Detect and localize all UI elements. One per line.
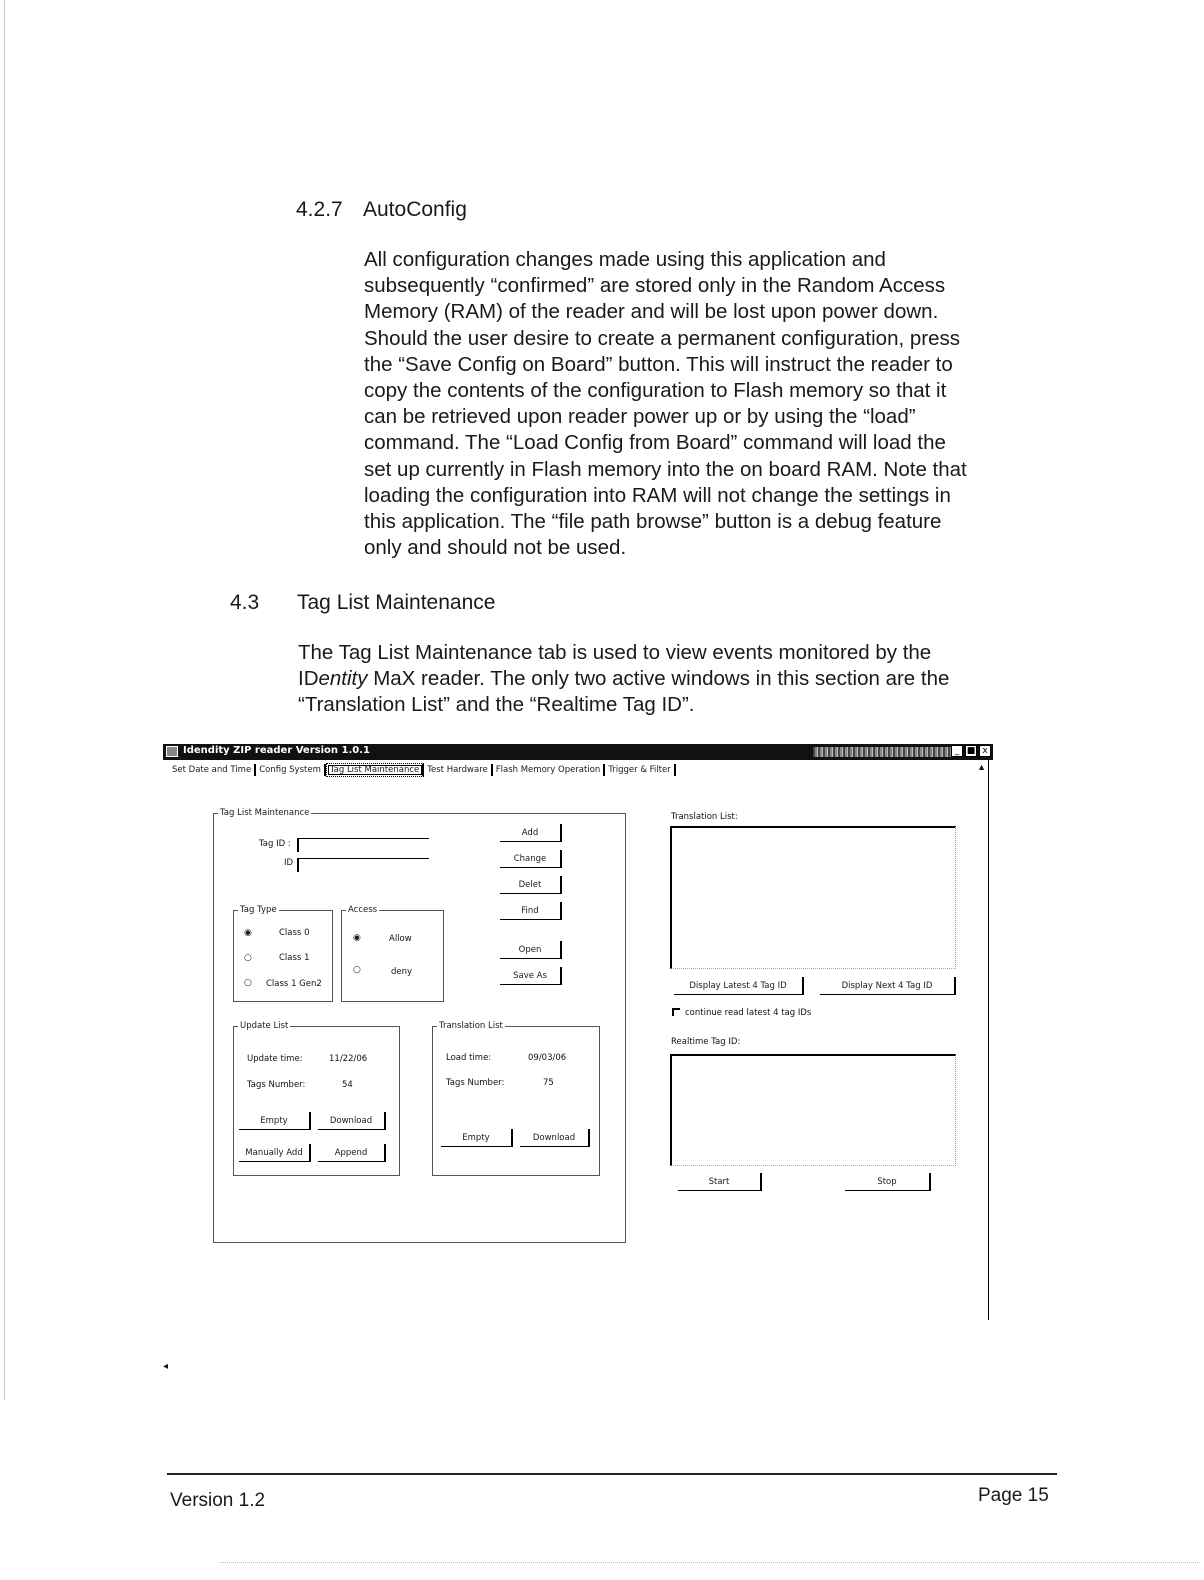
display-latest-button[interactable]: Display Latest 4 Tag ID <box>674 977 804 995</box>
access-label: Access <box>348 905 378 915</box>
maximize-icon[interactable]: ■ <box>966 746 976 756</box>
tag-type-label: Tag Type <box>240 905 277 915</box>
scan-edge <box>4 0 5 1400</box>
section-427-line: Memory (RAM) of the reader and will be lost upon power down. <box>364 300 939 324</box>
window-title: Idendity ZIP reader Version 1.0.1 <box>183 745 370 756</box>
brand-italic: entity <box>318 667 368 691</box>
section-427-line: command. The “Load Config from Board” command will load the <box>364 431 946 455</box>
tab-flash-memory[interactable]: Flash Memory Operation <box>493 764 606 776</box>
radio-deny[interactable]: ○ <box>353 965 361 975</box>
tag-id-input[interactable] <box>297 838 429 852</box>
tab-config-system[interactable]: Config System <box>256 764 326 776</box>
open-button[interactable]: Open <box>500 941 562 959</box>
translation-list-label: Translation List: <box>671 812 738 822</box>
footer-page-number: Page 15 <box>978 1485 1049 1506</box>
translation-group-label: Translation List <box>439 1021 503 1031</box>
tab-tag-list-maintenance[interactable]: Tag List Maintenance <box>326 763 424 777</box>
section-427-line: this application. The “file path browse” button is a debug feature <box>364 510 942 534</box>
update-list-label: Update List <box>240 1021 289 1031</box>
update-tags-number-label: Tags Number: <box>247 1080 306 1090</box>
radio-class1-gen2[interactable]: ○ <box>244 978 252 988</box>
title-bar <box>163 744 993 760</box>
id-label: ID <box>284 858 294 868</box>
section-427-line: can be retrieved upon reader power up or by using the “load” <box>364 405 916 429</box>
app-window <box>163 744 993 1372</box>
continue-read-label: continue read latest 4 tag IDs <box>685 1008 812 1018</box>
update-empty-button[interactable]: Empty <box>239 1112 311 1130</box>
section-427-title: AutoConfig <box>363 198 467 221</box>
translation-list-group <box>432 1021 600 1176</box>
footer-version: Version 1.2 <box>170 1490 266 1511</box>
section-43-title: Tag List Maintenance <box>297 591 496 614</box>
load-time-value: 09/03/06 <box>528 1053 567 1063</box>
class0-label: Class 0 <box>279 928 310 938</box>
translation-download-button[interactable]: Download <box>520 1129 590 1147</box>
allow-label: Allow <box>389 934 412 944</box>
section-427-number: 4.2.7 <box>296 198 343 221</box>
continue-read-checkbox[interactable] <box>672 1008 680 1016</box>
update-tags-number-value: 54 <box>342 1080 353 1090</box>
load-time-label: Load time: <box>446 1053 492 1063</box>
section-43-line-3: “Translation List” and the “Realtime Tag ID”. <box>298 693 695 717</box>
add-button[interactable]: Add <box>500 824 562 842</box>
section-43-paragraph <box>298 640 949 719</box>
append-button[interactable]: Append <box>318 1144 386 1162</box>
radio-class1[interactable]: ○ <box>244 953 252 963</box>
vertical-scrollbar[interactable] <box>970 760 989 1320</box>
section-427-line: All configuration changes made using this application and <box>364 248 886 271</box>
section-427-line: loading the configuration into RAM will not change the settings in <box>364 483 951 507</box>
id-input[interactable] <box>297 858 429 872</box>
translation-tags-number-value: 75 <box>543 1078 554 1088</box>
update-time-label: Update time: <box>247 1054 303 1064</box>
tab-set-date-time[interactable]: Set Date and Time <box>169 764 256 776</box>
access-group <box>341 905 444 1002</box>
find-button[interactable]: Find <box>500 902 562 920</box>
tab-test-hardware[interactable]: Test Hardware <box>424 764 492 776</box>
tab-trigger-filter[interactable]: Trigger & Filter <box>605 764 675 776</box>
brand-prefix: ID <box>298 667 319 691</box>
title-bar-noise <box>813 747 953 757</box>
delete-button[interactable]: Delet <box>500 876 562 894</box>
manually-add-button[interactable]: Manually Add <box>239 1144 311 1162</box>
tab-strip <box>169 762 676 778</box>
section-427-line: subsequently “confirmed” are stored only in the Random Access <box>364 274 946 298</box>
section-427-line: Should the user desire to create a permanent configuration, press <box>364 326 960 350</box>
update-time-value: 11/22/06 <box>329 1054 368 1064</box>
save-as-button[interactable]: Save As <box>500 967 562 985</box>
section-427-line: the “Save Config on Board” button. This will instruct the reader to <box>364 352 953 376</box>
translation-listbox[interactable] <box>670 826 956 969</box>
footer-rule <box>167 1473 1057 1475</box>
translation-empty-button[interactable]: Empty <box>441 1129 513 1147</box>
section-427-line: only and should not be used. <box>364 536 627 560</box>
translation-tags-number-label: Tags Number: <box>446 1078 505 1088</box>
stop-button[interactable]: Stop <box>845 1173 931 1191</box>
realtime-tag-id-label: Realtime Tag ID: <box>671 1037 741 1047</box>
close-icon[interactable]: x <box>979 745 991 757</box>
section-427-line: copy the contents of the configuration to Flash memory so that it <box>364 379 947 403</box>
scroll-up-icon[interactable]: ▲ <box>977 762 986 772</box>
change-button[interactable]: Change <box>500 850 562 868</box>
update-download-button[interactable]: Download <box>318 1112 386 1130</box>
radio-class0-selected[interactable]: ◉ <box>244 928 252 938</box>
section-427-paragraph <box>364 247 967 561</box>
line-2-rest: MaX reader. The only two active windows in this section are the <box>367 667 950 691</box>
app-icon <box>166 746 178 757</box>
tag-id-label: Tag ID : <box>259 839 291 849</box>
scan-bottom-edge <box>220 1562 1200 1564</box>
radio-allow-selected[interactable]: ◉ <box>353 933 361 943</box>
realtime-tag-listbox[interactable] <box>670 1054 956 1166</box>
section-43-line-2 <box>298 666 949 692</box>
class1-gen2-label: Class 1 Gen2 <box>266 979 322 989</box>
tag-list-group-label: Tag List Maintenance <box>220 808 310 818</box>
minimize-icon[interactable]: _ <box>951 745 963 757</box>
section-43-number: 4.3 <box>230 591 260 614</box>
section-427-line: set up currently in Flash memory into the on board RAM. Note that <box>364 457 967 481</box>
class1-label: Class 1 <box>279 953 310 963</box>
display-next-button[interactable]: Display Next 4 Tag ID <box>820 977 956 995</box>
start-button[interactable]: Start <box>678 1173 762 1191</box>
scroll-left-icon[interactable]: ◂ <box>163 1361 169 1372</box>
deny-label: deny <box>391 967 413 977</box>
section-43-line-1: The Tag List Maintenance tab is used to view events monitored by the <box>298 641 932 664</box>
